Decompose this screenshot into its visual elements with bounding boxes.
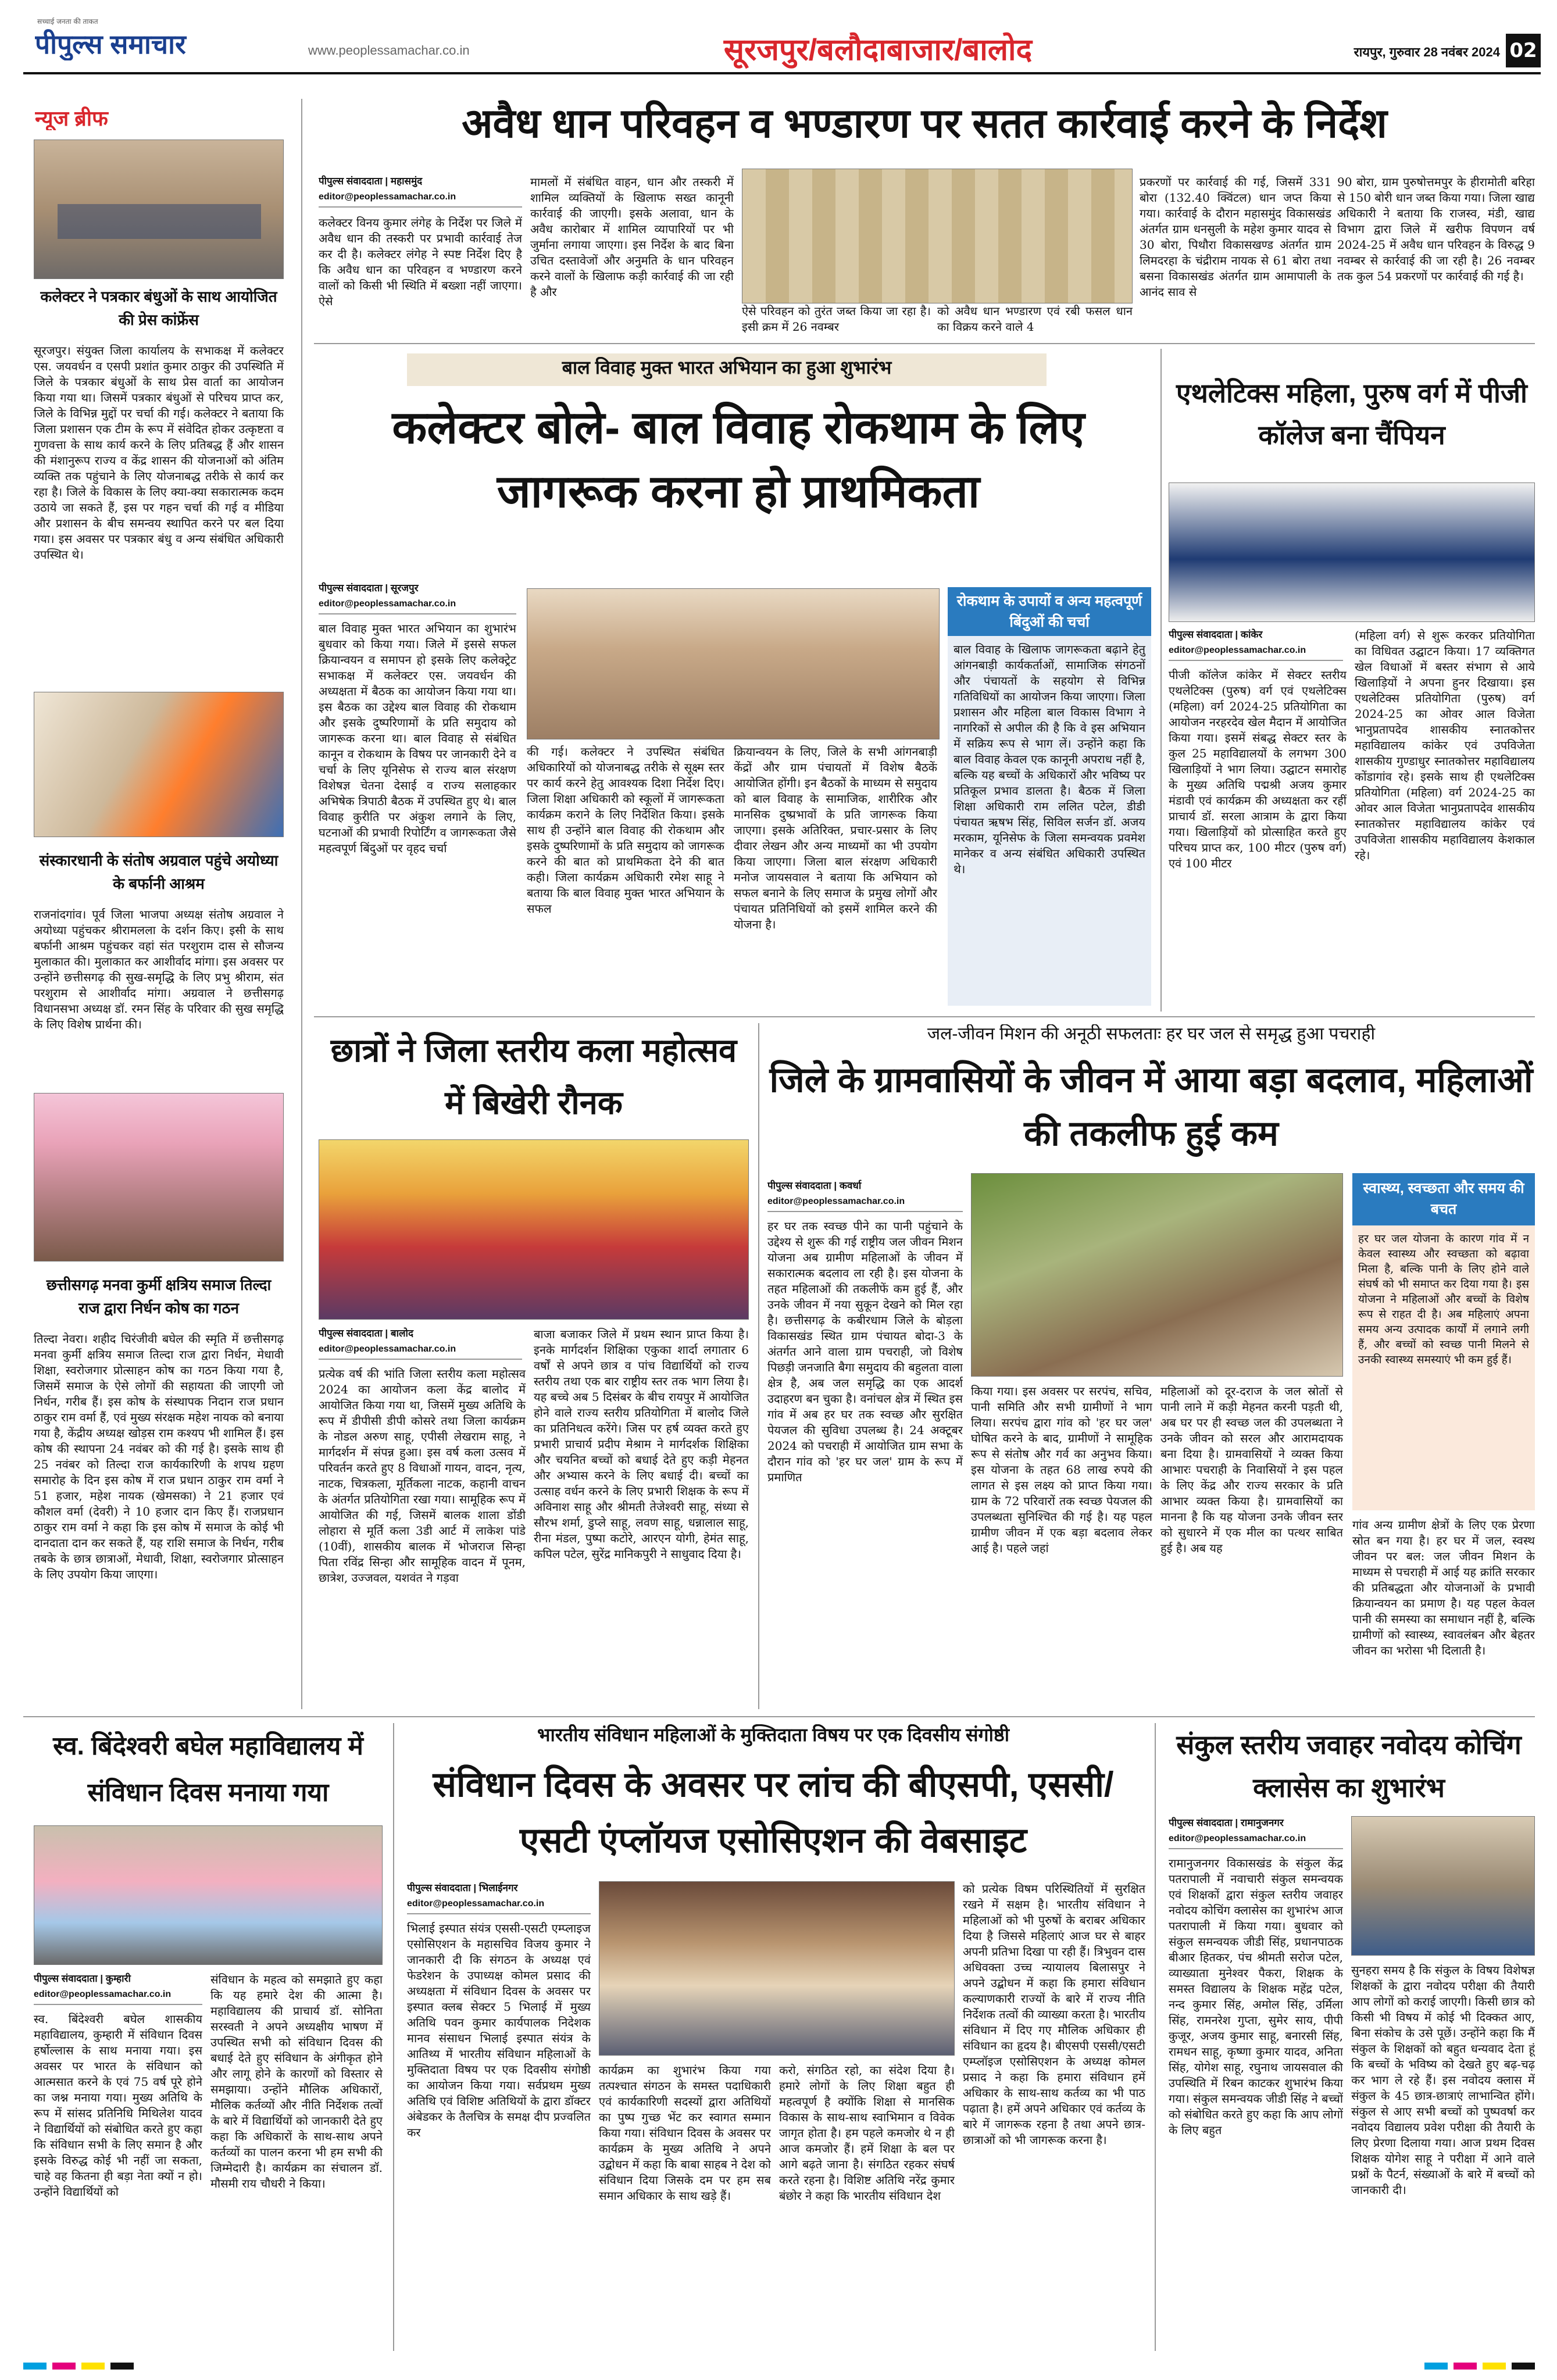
navodaya-headline: संकुल स्तरीय जवाहर नवोदय कोचिंग क्लासेस का शुभारंभ [1176,1729,1522,1803]
logo [35,26,297,60]
kala-headline: छात्रों ने जिला स्तरीय कला महोत्सव में बिखेरी रौनक [330,1032,737,1121]
bsp-byline: पीपुल्स संवाददाता | भिलाईनगर [407,1882,518,1893]
bindeshwari-email: editor@peoplessamachar.co.in [34,1989,172,1999]
child-kicker: बाल विवाह मुक्त भारत अभियान का हुआ शुभारंभ [562,357,892,378]
brief-caption-3: छत्तीसगढ़ मनवा कुर्मी क्षत्रिय समाज तिल्दा राज द्वारा निर्धन कोष का गठन [46,1276,272,1317]
brief-body-1: सूरजपुर। संयुक्त जिला कार्यालय के सभाकक्ष में कलेक्टर एस. जयवर्धन व एसपी प्रशांत कुमार ठाकुर की उपस्थिति में जिले के पत्रकार बंधुओं के साथ प्रेस वार्ता का आयोजन किया गया था। जिसमें पत्रकार बंधुओं से परिचय प्राप्त कर, जिले के विभिन्न मुद्दों पर चर्चा की गई। कलेक्टर ने बताया कि जिला प्रशासन एक टीम के रूप में संवेदित होकर उत्कृष्टता व गुणवत्ता के साथ कार्य करने के लिए प्रतिबद्ध हैं और शासन की मंशानुरूप राज्य व केंद्र शासन की योजनाओं को अंतिम व्यक्ति तक पहुंचाने के लिए योजनाबद्ध तरीके से कार्य कर रहा है। जिले के विकास के लिए क्या-क्या सकारात्मक कदम उठाये जा सकते हैं, इस पर गहन चर्चा की गई व मीडिया और प्रशासन के बीच समन्वय स्थापित करने पर बल दिया गया। इस अवसर पर पत्रकार बंधु व अन्य संबंधित अधिकारी उपस्थित थे। [34,344,284,562]
jal-email: editor@peoplessamachar.co.in [767,1196,905,1206]
navodaya-byline: पीपुल्स संवाददाता | रामानुजनगर [1169,1817,1284,1828]
bsp-email: editor@peoplessamachar.co.in [407,1899,545,1909]
brief-caption-2: संस्कारधानी के संतोष अग्रवाल पहुंचे अयोध्या के बर्फानी आश्रम [39,852,278,892]
bindeshwari-col-2: संविधान के महत्व को समझाते हुए कहा कि यह हमारे देश की आत्मा है। महाविद्यालय की प्राचार्य डॉ. सोनिता सरस्वती ने अपने अध्यक्षीय भाषण में उपस्थित सभी को संविधान दिवस की बधाई देते हुए संविधान के अंगीकृत होने और लागू होने के कारणों को विस्तार से समझाया। उन्होंने मौलिक अधिकारों, मौलिक कर्तव्यों और नीति निर्देशक तत्वों के बारे में विद्यार्थियों को जानकारी देते हुए कहा कि अधिकारों के साथ-साथ अपने कर्तव्यों का पालन करना भी हम सभी की जिम्मेदारी है। कार्यक्रम का संचालन डॉ. मौसमी राय चौधरी ने किया। [210,1972,383,2190]
jal-photo [971,1173,1343,1377]
brief-divider [301,99,302,1709]
lead-col-4: को अवैध धान भण्डारण एवं रबी फसल धान का विक्रय करने वाले 4 [937,304,1133,334]
lead-headline: अवैध धान परिवहन व भण्डारण पर सतत कार्रवाई करने के निर्देश [462,101,1387,146]
santosh-agrawal-photo [34,692,284,837]
child-email: editor@peoplessamachar.co.in [319,599,456,609]
website[interactable]: www.peoplessamachar.co.in [308,43,470,58]
navodaya-email: editor@peoplessamachar.co.in [1169,1834,1306,1843]
tagline: सच्चाई जनता की ताकत [37,17,98,26]
lead-email: editor@peoplessamachar.co.in [319,192,456,202]
kala-byline: पीपुल्स संवाददाता | बालोद [319,1328,413,1339]
paddy-sacks-photo [742,169,1133,303]
news-brief-label: न्यूज ब्रीफ [35,106,108,130]
child-col-2: की गई। कलेक्टर ने उपस्थित संबंधित अधिकारियों को योजनाबद्ध तरीके से सूक्ष्म स्तर पर कार्य करने हेतु आवश्यक दिशा निर्देश दिए। जिला शिक्षा अधिकारी को स्कूलों में जागरूकता कार्यक्रम कराने के लिए निर्देशित किया। इसके साथ ही उन्होंने बाल विवाह की रोकथाम और इसके दुष्परिणामों के प्रति समुदाय को जागरूक करने की बात को प्राथमिकता देने की बात कही। जिला कार्यक्रम अधिकारी रमेश साहू ने बताया कि बाल विवाह मुक्त भारत अभियान के सफल [527,745,724,916]
region-title: सूरजपुर/बलौदाबाजार/बालोद [723,33,1033,67]
bsp-col-3: करो, संगठित रहो, का संदेश दिया है। हमारे लोगों के लिए शिक्षा बहुत ही महत्वपूर्ण है क्योंकि शिक्षा से मानसिक विकास के साथ-साथ स्वाभिमान व विवेक जागृत होता है। हम पहले कमजोर थे न ही आज कमजोर हैं। हमें शिक्षा के बल पर आगे बढ़ते जाना है। संगठित रहकर संघर्ष करते रहना है। विशिष्ट अतिथि नरेंद्र कुमार बंछोर ने कहा कि भारतीय संविधान देश [779,2063,955,2203]
jal-col-2: किया गया। इस अवसर पर सरपंच, सचिव, पानी समिति और सभी ग्रामीणों ने भाग लिया। सरपंच द्वारा गांव को 'हर घर जल' घोषित करने के बाद, ग्रामीणों ने सामूहिक रूप से संतोष और गर्व का अनुभव किया। इस योजना के तहत 68 लाख रुपये की लागत से इस लक्ष्य को प्राप्त किया गया। ग्राम के 72 परिवारों तक स्वच्छ पेयजल की उपलब्धता सुनिश्चित की गई है। यह पहल ग्रामीण जीवन में एक बड़ा बदलाव लेकर आई है। पहले जहां [971,1384,1152,1555]
jal-col-1: हर घर तक स्वच्छ पीने का पानी पहुंचाने के उद्देश्य से शुरू की गई राष्ट्रीय जल जीवन मिशन योजना अब ग्रामीण महिलाओं के जीवन में सकारात्मक बदलाव ला रही है। इस योजना के तहत महिलाओं की तकलीफें कम हुई हैं, और उनके जीवन में नया सुकून देखने को मिल रहा है। छत्तीसगढ़ के कबीरधाम जिले के बोड़ला विकासखंड स्थित ग्राम पंचायत बोदा-3 के अंतर्गत आने वाला ग्राम पचराही, जो विशेष पिछड़ी जनजाति बैगा समुदाय की बहुलता वाला क्षेत्र है, अब जल समृद्धि का एक आदर्श उदाहरण बन चुका है। वनांचल क्षेत्र में स्थित इस गांव में अब हर घर तक स्वच्छ और सुरक्षित पेयजल की सुविधा उपलब्ध है। 24 अक्टूबर 2024 को पचराही में आयोजित ग्राम सभा के दौरान गांव को 'हर घर जल' ग्राम के रूप में प्रमाणित [767,1219,963,1484]
child-meeting-photo [527,588,940,739]
child-col-3: क्रियान्वयन के लिए, जिले के सभी आंगनबाड़ी केंद्रों और ग्राम पंचायतों में विशेष बैठकें आयोजित होंगी। इन बैठकों के माध्यम से समुदाय को बाल विवाह के सामाजिक, शारीरिक और मानसिक दुष्प्रभावों के प्रति जागरूक किया जाएगा। इसके अतिरिक्त, प्रचार-प्रसार के लिए दीवार लेखन और अन्य माध्यमों का भी उपयोग किया जाएगा। जिला बाल संरक्षण अधिकारी मनोज जायसवाल ने बताया कि अभियान को सफल बनाने के लिए समाज के प्रमुख लोगों और पंचायत प्रतिनिधियों को इसमें शामिल करने की योजना है। [734,745,937,931]
child-col-1: बाल विवाह मुक्त भारत अभियान का शुभारंभ बुधवार को किया गया। जिले में इससे सफल क्रियान्वयन व समापन हो इसके लिए कलेक्ट्रेट सभाकक्ष में कलेक्टर एस. जयवर्धन की अध्यक्षता में बैठक का आयोजन किया गया था। इस बैठक का उद्देश्य बाल विवाह की रोकथाम और इसके दुष्परिणामों के प्रति समुदाय को जागरूक करना था। बाल विवाह से संबंधित कानून व रोकथाम के विषय पर जानकारी देने व चर्चा के लिए यूनिसेफ से राज्य बाल संरक्षण विशेषज्ञ चेतना देसाई व राज्य सलाहकार अभिषेक त्रिपाठी बैठक में उपस्थित हुए थे। बाल विवाह कुरीति पर अंकुश लगाने के लिए, घटनाओं की प्रभावी रिपोर्टिंग व जागरूकता जैसे महत्वपूर्ण बिंदुओं पर वृहद चर्चा [319,621,516,855]
athletics-email: editor@peoplessamachar.co.in [1169,645,1306,655]
kala-email: editor@peoplessamachar.co.in [319,1344,456,1354]
navodaya-col-1: रामानुजनगर विकासखंड के संकुल केंद्र पतरापाली में नवाचारी संकुल समन्वयक एवं शिक्षकों द्वारा संकुल स्तरीय जवाहर नवोदय कोचिंग क्लासेस का शुभारंभ आज पतरापाली में किया गया। बुधवार को संकुल समन्वयक जीडी सिंह, प्रधानपाठक बीआर हितकर, पंच श्रीमती सरोज पटेल, व्याख्याता मुनेश्वर पैकरा, शिक्षक के समस्त विद्यालय के शिक्षक महेंद्र पटेल, नन्द कुमार सिंह, अमोल सिंह, उर्मिला सिंह, रामनरेश गुप्ता, सुमेर साय, पीपी कुजूर, अजय कुमार साहू, बनारसी सिंह, रामधन साहू, कृष्णा कुमार यादव, अनिता सिंह, योगेश साहू, रघुनाथ जायसवाल की उपस्थिति में रिबन काटकर शुभारंभ किया गया। संकुल समन्वयक जीडी सिंह ने बच्चों को संबोधित करते हुए कहा कि आप लोगों के लिए बहुत [1169,1856,1343,2137]
jal-byline: पीपुल्स संवाददाता | कवर्धा [767,1180,862,1191]
kala-col-1: प्रत्येक वर्ष की भांति जिला स्तरीय कला महोत्सव 2024 का आयोजन कला केंद्र बालोद में आयोजित किया गया था, जिसमें मुख्य अतिथि के रूप में डीपीसी डीपी कोसरे तथा जिला कार्यक्रम के नोडल अरुण साहू, एपीसी लेखराम साहू, ने मार्गदर्शन में संपन्न हुआ। इस वर्ष कला उत्सव में परिवर्तन करते हुए 8 विधाओं गायन, वादन, नृत्य, नाटक, चित्रकला, मूर्तिकला नाटक, कहानी वाचन के अंतर्गत प्रतियोगिता रखा गया। सामूहिक रूप में आयोजित की गई, जिसमें बालक शाला डोंडी लोहारा से मूर्ति कला 3डी आर्ट में लाकेश पांडे (10वीं), शासकीय बालक में भोजराज सिन्हा पिता रविंद्र सिन्हा और सामूहिक वादन में पूनम, छात्रेश, उज्जवल, यशवंत ने गड़वा [319,1367,526,1585]
kala-photo [319,1139,749,1320]
bsp-photo [599,1881,955,2056]
jal-box-body: हर घर जल योजना के कारण गांव में न केवल स्वास्थ्य और स्वच्छता को बढ़ावा मिला है, बल्कि पानी के लिए होने वाले संघर्ष को भी समाप्त कर दिया गया है। इस योजना ने महिलाओं और बच्चों के विशेष रूप से राहत दी है। अब महिलाएं अपना समय अन्य उत्पादक कार्यों में लगाने लगी हैं, और बच्चों को स्वच्छ पानी मिलने से उनकी स्वास्थ्य समस्याएं भी कम हुई हैं। [1358,1232,1529,1366]
athletics-col-1: पीजी कॉलेज कांकेर में सेक्टर स्तरीय एथलेटिक्स (पुरुष) वर्ग एवं एथलेटिक्स (महिला) वर्ग 2024-25 प्रतियोगिता का आयोजन नरहरदेव खेल मैदान में आयोजित किया गया। इसमें संबद्ध सेक्टर स्तर के कुल 25 महाविद्यालयों के लगभग 300 खिलाड़ियों ने भाग लिया। उद्घाटन समारोह के मुख्य अतिथि पद्मश्री अजय कुमार मंडावी एवं कार्यक्रम की अध्यक्षता कर रहीं प्राचार्य डॉ. सरला आत्राम के द्वारा किया गया। खिलाड़ियों को प्रोत्साहित करते हुए परिचय प्राप्त कर, 100 मीटर (पुरुष वर्ग) एवं 100 मीटर [1169,668,1347,870]
child-byline: पीपुल्स संवाददाता | सूरजपुर [319,583,419,594]
bsp-headline: संविधान दिवस के अवसर पर लांच की बीएसपी, एससी/एसटी एंप्लॉयज एसोसिएशन की वेबसाइट [433,1765,1114,1860]
child-box-title: रोकथाम के उपायों व अन्य महत्वपूर्ण बिंदुओं की चर्चा [956,593,1142,630]
lead-col-5: प्रकरणों पर कार्रवाई की गई, जिसमें 331 बोरा (132.40 क्विंटल) धान जप्त किया गया। कार्रवाई के दौरान महासमुंद विकासखंड अंतर्गत ग्राम धनसुली के महेश कुमार यादव से 30 बोरा, पिथौरा विकासखण्ड अंतर्गत ग्राम लिमदरहा के चंद्रीराम नायक से 61 बोरा तथा बसना विकासखंड अंतर्गत ग्राम आमापाली के आनंद साव से [1140,175,1331,299]
child-headline: कलेक्टर बोले- बाल विवाह रोकथाम के लिए जागरूक करना हो प्राथमिकता [392,402,1085,517]
brief-body-2: राजनांदगांव। पूर्व जिला भाजपा अध्यक्ष संतोष अग्रवाल ने अयोध्या पहुंचकर श्रीरामलला के दर्शन किए। इसी के साथ बर्फानी आश्रम पहुंचकर वहां संत परशुराम दास से सौजन्य मुलाकात की। मुलाकात कर आशीर्वाद मांगा। इस अवसर पर उन्होंने छत्तीसगढ़ की सुख-समृद्धि के लिए प्रभु श्रीराम, संत परशुराम से आशीर्वाद मांगा। अग्रवाल ने छत्तीसगढ़ विधानसभा अध्यक्ष डॉ. रमन सिंह के परिवार की सुख समृद्धि के लिए विशेष प्रार्थना की। [34,907,284,1031]
jal-box-title: स्वास्थ्य, स्वच्छता और समय की बचत [1363,1180,1524,1217]
athletics-col-2: (महिला वर्ग) से शुरू करकर प्रतियोगिता का विधिवत उद्घाटन किया। 17 व्यक्तिगत खेल विधाओं में बस्तर संभाग से आये खिलाड़ियों ने अपना हुनर दिखाया। इस एथलेटिक्स प्रतियोगिता (पुरुष) वर्ग 2024-25 का ओवर आल विजेता भानुप्रतापदेव शासकीय स्नातकोत्तर महाविद्यालय कांकेर एवं उपविजेता शासकीय गुण्डाधुर स्नातकोत्तर महाविद्यालय कोंडागांव रहे। इसके साथ ही एथलेटिक्स प्रतियोगिता (महिला) वर्ग 2024-25 का ओवर आल विजेता भानुप्रतापदेव शासकीय स्नातकोत्तर महाविद्यालय कांकेर एवं उपविजेता शासकीय महाविद्यालय केशकाल रहे। [1355,628,1535,862]
lead-col-6: 90 बोरा, ग्राम पुरुषोत्तमपुर के हीरामोती बरिहा से 150 बोरी धान जब्त किया गया। जिला खाद्य अधिकारी ने बताया कि राजस्व, मंडी, खाद्य विभाग द्वारा जिले में खरीफ विपणन वर्ष 2024-25 में अवैध धान परिवहन के विरुद्ध 9 नवम्बर से कार्रवाई की जा रही है। 26 नवम्बर तक कुल 54 प्रकरणों पर कार्रवाई की गई है। [1337,175,1535,283]
kurmi-samaj-photo [34,1093,284,1262]
bindeshwari-photo [34,1825,383,1965]
bindeshwari-headline: स्व. बिंदेश्वरी बघेल महाविद्यालय में संविधान दिवस मनाया गया [53,1732,363,1807]
jal-col-3: महिलाओं को दूर-दराज के जल स्रोतों से पानी लाने में कड़ी मेहनत करनी पड़ती थी, अब घर पर ही स्वच्छ जल की उपलब्धता ने उनके जीवन को सरल और आरामदायक बना दिया है। ग्रामवासियों ने व्यक्त किया आभारः पचराही के निवासियों ने इस पहल के लिए केंद्र और राज्य सरकार के प्रति आभार व्यक्त किया है। ग्रामवासियों का मानना है कि यह योजना उनके जीवन स्तर को सुधारने में एक मील का पत्थर साबित हुई है। अब यह [1160,1384,1343,1555]
press-conference-photo [34,140,284,279]
brief-caption-1: कलेक्टर ने पत्रकार बंधुओं के साथ आयोजित की प्रेस कांफ्रेंस [40,288,277,328]
bsp-col-1: भिलाई इस्पात संयंत्र एससी-एसटी एम्प्लाइज एसोसिएशन के महासचिव विजय कुमार ने जानकारी दी कि संगठन के अध्यक्ष एवं फेडरेशन के उपाध्यक्ष कोमल प्रसाद की अध्यक्षता में संविधान दिवस के अवसर पर इस्पात क्लब सेक्टर 5 भिलाई में मुख्य अतिथि पवन कुमार कार्यपालक निदेशक मानव संसाधन भिलाई इस्पात संयंत्र के आतिथ्य में भारतीय संविधान महिलाओं के मुक्तिदाता विषय पर एक दिवसीय संगोष्ठी का आयोजन किया गया। सर्वप्रथम मुख्य अतिथि एवं विशिष्ट अतिथियों के द्वारा डॉक्टर अंबेडकर के तैलचित्र के समक्ष दीप प्रज्वलित कर [407,1921,591,2139]
athletics-headline: एथलेटिक्स महिला, पुरुष वर्ग में पीजी कॉलेज बना चैंपियन [1176,378,1527,450]
dateline: रायपुर, गुरुवार 28 नवंबर 2024 [1354,45,1500,59]
child-box-body: बाल विवाह के खिलाफ जागरूकता बढ़ाने हेतु आंगनबाड़ी कार्यकर्ताओं, सामाजिक संगठनों और पंचायतों के सहयोग से विभिन्न गतिविधियों का आयोजन किया जाएगा। जिला प्रशासन और महिला बाल विकास विभाग ने नागरिकों से अपील की है कि वे इस अभियान में सक्रिय रूप से भाग लें। उन्होंने कहा कि बाल विवाह केवल एक कानूनी अपराध नहीं है, बल्कि यह बच्चों के अधिकारों और भविष्य पर प्रतिकूल प्रभाव डालता है। बैठक में जिला शिक्षा अधिकारी राम ललित पटेल, डीडी पंचायत ऋषभ सिंह, सिविल सर्जन डॉ. अजय मरकाम, यूनिसेफ के जिला समन्वयक प्रवमेश मानेकर व अन्य संबंधित अधिकारी उपस्थित थे। [954,642,1145,876]
bindeshwari-byline: पीपुल्स संवाददाता | कुम्हारी [34,1973,131,1984]
brief-body-3: तिल्दा नेवरा। शहीद चिरंजीवी बघेल की स्मृति में छत्तीसगढ़ मनवा कुर्मी क्षत्रिय समाज तिल्दा राज द्वारा निर्धन, मेधावी शिक्षा, स्वरोजगार प्रोत्साहन कोष का गठन किया गया है, जिसमें समाज के ऐसे लोगों की सहायता की जाएगी जो निर्धन, गरीब हैं। इस कोष के संस्थापक निदान राज प्रधान ठाकुर राम वर्मा हैं, एवं मुख्य संरक्षक महेश नायक को बनाया गया है, केंद्रीय अध्यक्ष खोड़स राम कश्यप भी शामिल हैं। इस कोष की स्थापना 24 नवंबर को की गई है। इसके साथ ही 25 नवंबर को तिल्दा राज कार्यकारिणी के शपथ ग्रहण समारोह के दिन इस कोष में राज प्रधान ठाकुर राम वर्मा ने 51 हजार, महेश नायक (खेमसका) ने 21 हजार एवं कौशल वर्मा (देवरी) ने 10 हजार दान किए हैं। राजप्रधान ठाकुर राम वर्मा ने कहा कि इस कोष में समाज के कोई भी दानदाता दान कर सकते हैं, यह राशि समाज के निर्धन, गरीब तबके के छात्र छात्राओं, मेधावी, शिक्षा, स्वरोजगार प्रोत्साहन के लिए उपयोग किया जाएगा। [34,1332,284,1581]
bsp-col-4: को प्रत्येक विषम परिस्थितियों में सुरक्षित रखने में सक्षम है। भारतीय संविधान ने महिलाओं को भी पुरुषों के बराबर अधिकार दिया है जिससे महिलाएं आज घर से बाहर अपनी प्रतिभा दिखा पा रही हैं। त्रिभुवन दास अधिवक्ता उच्च न्यायालय बिलासपुर ने अपने उद्बोधन में कहा कि हमारा संविधान कल्याणकारी राज्यों के बारे में राज्य नीति निर्देशक तत्वों की व्याख्या करता है। भारतीय संविधान में दिए गए मौलिक अधिकार ही संविधान का हृदय है। बीएसपी एससी/एसटी एम्प्लॉइज एसोसिएशन के अध्यक्ष कोमल प्रसाद ने कहा कि हमारा संविधान हमें अधिकार के साथ-साथ कर्तव्य का भी पाठ पढ़ाता है। हमें अपने अधिकार एवं कर्तव्य के बारे में जागरूक रहना है तथा अपने छात्र-छात्राओं को भी जागरूक करना है। [963,1882,1145,2147]
logo-text: पीपुल्स समाचार [35,29,186,59]
masthead [0,0,1557,76]
bindeshwari-col-1: स्व. बिंदेश्वरी बघेल शासकीय महाविद्यालय, कुम्हारी में संविधान दिवस हर्षोल्लास के साथ मनाया गया। इस अवसर पर भारत के संविधान को आत्मसात करने के एवं 75 वर्ष पूरे होने का जश्न मनाया गया। मुख्य अतिथि के रूप में सांसद प्रतिनिधि मिथिलेश यादव ने विद्यार्थियों को संबोधित करते हुए कहा कि संविधान सभी के लिए समान है और इसके विरुद्ध कोई भी नहीं जा सकता, चाहे वह कितना ही बड़ा नेता क्यों न हो। उन्होंने विद्यार्थियों को [34,2012,202,2199]
page-number: 02 [1506,34,1541,67]
lead-byline: पीपुल्स संवाददाता | महासमुंद [319,176,423,187]
navodaya-col-2: सुनहरा समय है कि संकुल के विषय विशेषज्ञ शिक्षकों के द्वारा नवोदय परीक्षा की तैयारी आप लोगों को कराई जाएगी। किसी छात्र को किसी भी विषय में कोई भी दिक्कत आए, बिना संकोच के उसे पूछें। उन्होंने कहा कि मैं संकुल के शिक्षकों को बहुत धन्यवाद देता हूं कि बच्चों के भविष्य को देखते हुए बढ़-चढ़ कर भाग ले रहे हैं। इस नवोदय क्लास में संकुल के 45 छात्र-छात्राएं लाभान्वित होंगे। संकुल से आए सभी बच्चों को पुष्पवर्षा कर नवोदय विद्यालय प्रवेश परीक्षा की तैयारी के लिए प्रेरणा दिलाया गया। आज प्रथम दिवस शिक्षक योगेश साहू ने परीक्षा में आने वाले प्रश्नों के पैटर्न, संख्याओं के बारे में बच्चों को जानकारी दी। [1351,1963,1535,2197]
masthead-rule [23,72,1541,74]
bsp-col-2: कार्यक्रम का शुभारंभ किया गया तत्पश्चात संगठन के समस्त पदाधिकारी एवं कार्यकारिणी सदस्यों द्वारा अतिथियों का पुष्प गुच्छ भेंट कर स्वागत सम्मान किया गया। संविधान दिवस के अवसर पर कार्यक्रम के मुख्य अतिथि ने अपने उद्बोधन में कहा कि बाबा साहब ने देश को संविधान दिया जिसके दम पर हम सब समान अधिकार के साथ खड़े हैं। [599,2063,771,2203]
jal-kicker: जल-जीवन मिशन की अनूठी सफलताः हर घर जल से समृद्ध हुआ पचराही [927,1024,1376,1044]
print-registration-marks [23,2360,1535,2372]
jal-headline: जिले के ग्रामवासियों के जीवन में आया बड़ा बदलाव, महिलाओं की तकलीफ हुई कम [769,1060,1533,1153]
jal-col-4: गांव अन्य ग्रामीण क्षेत्रों के लिए एक प्रेरणा स्रोत बन गया है। हर घर में जल, स्वस्थ जीवन पर बल: जल जीवन मिशन के माध्यम से पचराही में आई यह क्रांति सरकार की प्रतिबद्धता और योजनाओं के प्रभावी क्रियान्वयन का प्रमाण है। यह पहल केवल पानी की समस्या का समाधान नहीं है, बल्कि ग्रामीणों को स्वास्थ्य, स्वावलंबन और बेहतर जीवन का भरोसा भी दिलाती है। [1352,1518,1535,1657]
athletics-byline: पीपुल्स संवाददाता | कांकेर [1169,629,1263,640]
athletics-photo [1169,483,1535,622]
navodaya-photo [1351,1816,1535,1956]
lead-col-2: मामलों में संबंधित वाहन, धान और तस्करी में शामिल व्यक्तियों के खिलाफ सख्त कानूनी कार्रवाई की जाएगी। इसके अलावा, धान के अवैध कारोबार में शामिल व्यापारियों पर भी जुर्माना लगाया जाएगा। इस निर्देश के बाद बिना उचित दस्तावेजों और अनुमति के धान परिवहन करने वालों के खिलाफ कड़ी कार्रवाई की जा रही है और [530,175,734,299]
child-box [948,587,1151,1006]
jal-box [1352,1173,1535,1510]
bsp-kicker: भारतीय संविधान महिलाओं के मुक्तिदाता विषय पर एक दिवसीय संगोष्ठी [537,1724,1010,1745]
lead-col-1: कलेक्टर विनय कुमार लंगेह के निर्देश पर जिले में अवैध धान की तस्करी पर प्रभावी कार्रवाई तेज कर दी है। कलेक्टर लंगेह ने स्पष्ट निर्देश दिए है कि अवैध धान का परिवहन व भण्डारण करने वालों को किसी भी स्थिति में बख्शा नहीं जाएगा। ऐसे [319,216,522,308]
lead-col-3: ऐसे परिवहन को तुरंत जब्त किया जा रहा है। इसी क्रम में 26 नवम्बर [742,304,931,334]
kala-col-2: बाजा बजाकर जिले में प्रथम स्थान प्राप्त किया है। इनके मार्गदर्शन शिक्षिका एकुका शार्दा लगातार 6 वर्षों से अपने छात्र व पांच विद्यार्थियों को राज्य स्तरीय तथा एक बार राष्ट्रीय स्तर तक भाग लिया है। यह बच्चे अब 5 दिसंबर के बीच रायपुर में आयोजित होने वाले राज्य स्तरीय प्रतियोगिता में बालोद जिले का प्रतिनिधत्व करेंगे। जिस पर हर्ष व्यक्त करते हुए प्रभारी प्राचार्य प्रदीप मेश्राम ने मार्गदर्शक शिक्षिका और चयनित बच्चों को बधाई देते हुए कड़ी मेहनत और अभ्यास करने के लिए बधाई दी। बच्चों का उत्साह वर्धन करने के लिए प्रभारी शिक्षक के रूप में अविनाश साहू और श्रीमती तेजेश्वरी साहू, संध्या से सौरभ शर्मा, डुप्ले साहू, लवण साहू, धन्नालाल साहू, रीना मंडल, पुष्पा कटोरे, आरएन योगी, हेमंत साहू, कपिल पटेल, सुरेंद्र मानिकपुरी ने साधुवाद दिया है। [534,1327,749,1561]
